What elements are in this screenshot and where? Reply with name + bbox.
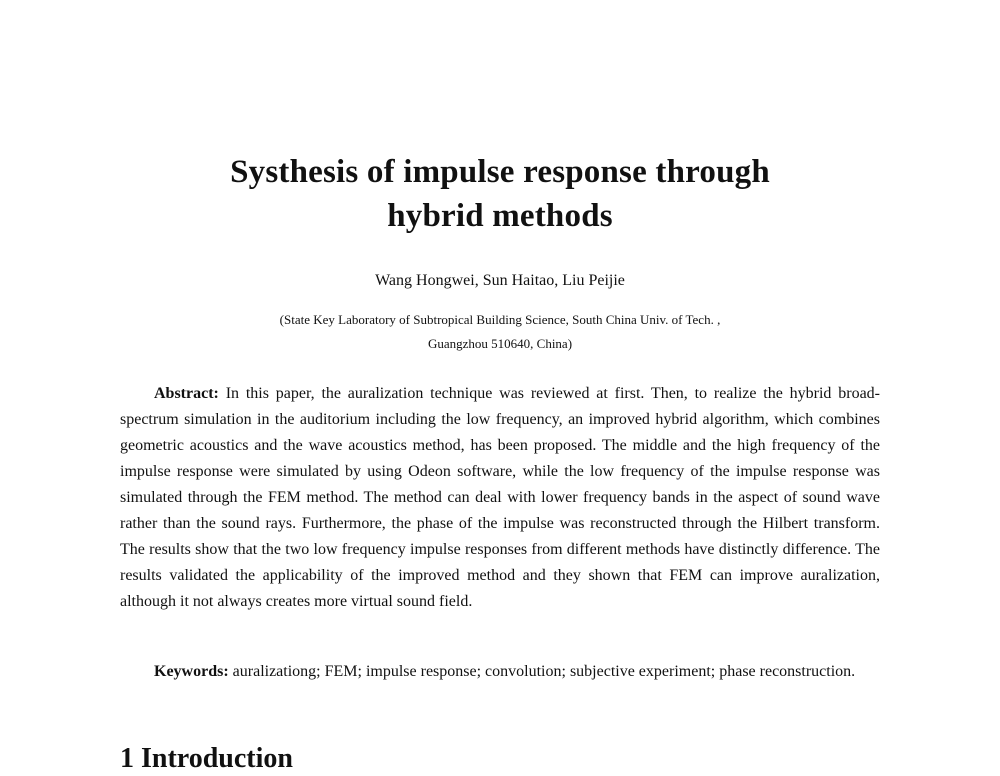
abstract-label: Abstract: [154,385,219,402]
paper-title [0,150,1000,238]
affiliation-line-1: (State Key Laboratory of Subtropical Building Science, South China Univ. of Tech. , [279,312,721,327]
keywords [120,659,880,685]
abstract [120,381,880,615]
section-heading-introduction: 1 Introduction [120,743,293,774]
title-line-1: Systhesis of impulse response through [230,154,770,190]
abstract-text: In this paper, the auralization technique was reviewed at first. Then, to realize the hybrid broad-spectrum simulation in the auditorium including the low frequency, an improved hybrid algorithm, which combines geometric acoustics and the wave acoustics method, has been proposed. The middle and the high frequency of the impulse response were simulated by using Odeon software, while the low frequency of the impulse response was simulated through the FEM method. The method can deal with lower frequency bands in the aspect of sound wave rather than the sound rays. Furthermore, the phase of the impulse was reconstructed through the Hilbert transform. The results show that the two low frequency impulse responses from different methods have distinctly difference. The results validated the applicability of the improved method and they shown that FEM can improve auralization, although it not always creates more virtual sound field. [120,385,880,610]
title-line-2: hybrid methods [387,198,613,234]
authors: Wang Hongwei, Sun Haitao, Liu Peijie [375,272,625,289]
affiliation [0,308,1000,356]
affiliation-line-2: Guangzhou 510640, China) [427,336,573,351]
keywords-label: Keywords: [154,663,229,680]
keywords-text: auralizationg; FEM; impulse response; convolution; subjective experiment; phase reconstruction. [232,663,856,680]
